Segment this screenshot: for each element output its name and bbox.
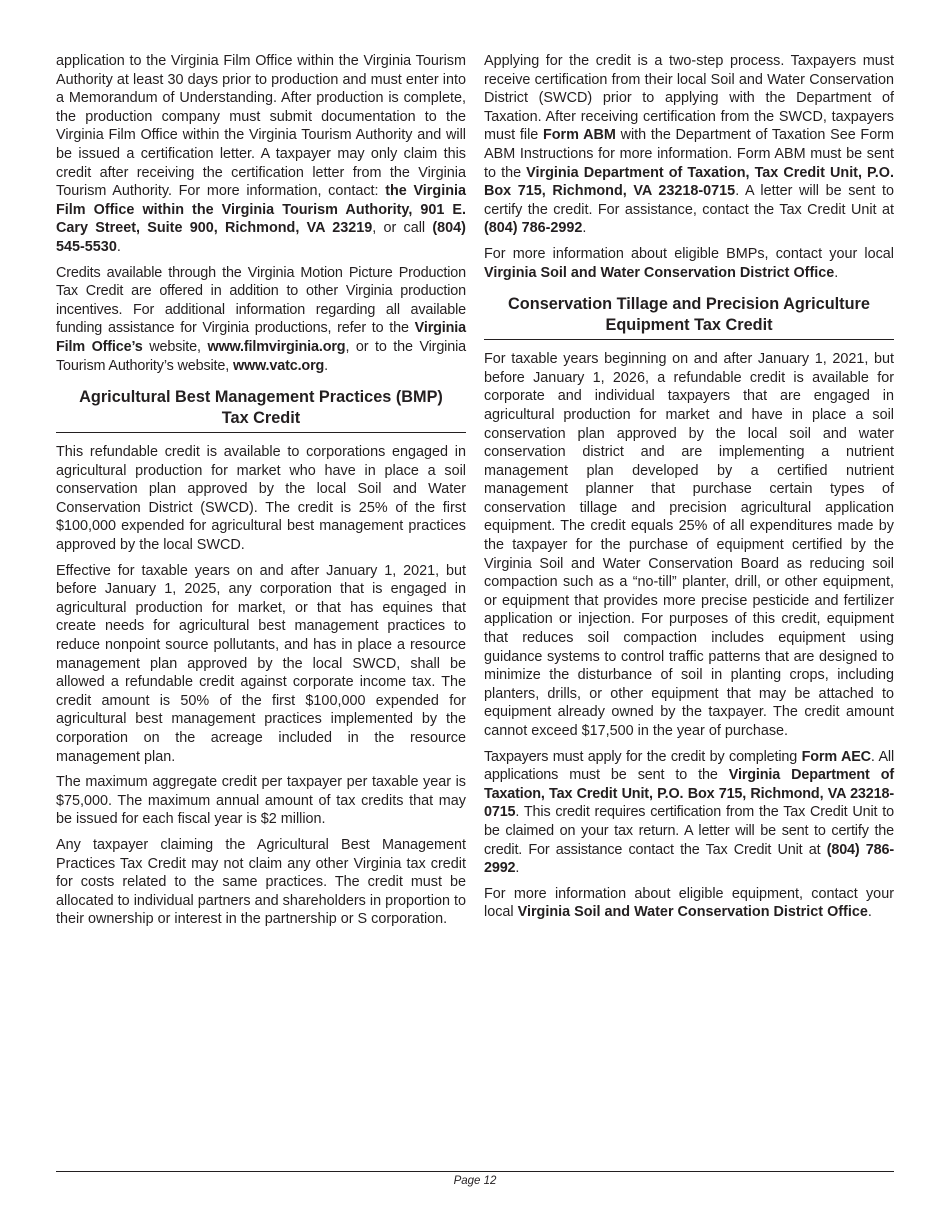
bold-text: Virginia Soil and Water Conservation District Office (517, 904, 868, 921)
text-run: application to the Virginia Film Office within the Virginia Tourism Authority at least 30 days prior to production and must enter into a Memorandum of Understanding. After production is complete, the production company must submit documentation to the Virginia Film Office within the Virginia Tourism Authority and will be issued a certification letter. A taxpayer may only claim this credit after receiving the certification letter from the Virginia Tourism Authority. For more information, contact: (56, 53, 466, 200)
bmp-maximum-paragraph: The maximum aggregate credit per taxpayer per taxable year is $75,000. The maximum annual amount of tax credits that may be issued for each fiscal year is $2 million. (56, 774, 466, 828)
left-column (56, 52, 466, 936)
bold-text: www.filmvirginia.org (207, 338, 346, 355)
text-run: For more information about eligible equipment, contact your local (484, 885, 894, 921)
text-run: . (515, 860, 520, 877)
bold-text: (804) 786-2992 (484, 841, 894, 877)
bold-text: www.vatc.org (232, 357, 325, 374)
bmp-allocation-paragraph: Any taxpayer claiming the Agricultural Best Management Practices Tax Credit may not claim any other Virginia tax credit for costs related to the same practices. The credit must be allocated to individual partners and shareholders in proportion to their ownership or interest in the partnership or S corporation. (56, 836, 466, 928)
film-incentives-paragraph (56, 264, 466, 376)
bold-text: Virginia Film Office’s (56, 320, 466, 355)
text-run: with the Department of Taxation See Form ABM Instructions for more information. Form ABM must be sent to the (484, 127, 894, 181)
bold-text: the Virginia Film Office within the Virginia Tourism Authority, 901 E. Cary Street, Suite 900, Richmond, VA 23219 (56, 183, 466, 237)
text-run: . (867, 904, 872, 921)
abm-application-paragraph (484, 52, 894, 238)
bmp-heading-line-1: Agricultural Best Management Practices (BMP) (79, 388, 443, 407)
text-run: , or call (372, 220, 433, 237)
bmp-contact-paragraph (484, 245, 894, 282)
footer-rule (56, 1171, 894, 1172)
text-run: , or to the Virginia Tourism Authority’s website, (56, 338, 466, 374)
text-run: . (324, 357, 329, 374)
aec-application-paragraph (484, 748, 894, 878)
film-office-paragraph (56, 52, 466, 257)
bold-text: (804) 786-2992 (484, 220, 583, 237)
bmp-intro-paragraph: This refundable credit is available to corporations engaged in agricultural production for market who have in place a soil conservation plan approved by the local Soil and Water Conservation District (SWCD). The credit is 25% of the first $100,000 expended for agricultural best management practices approved by the local SWCD. (56, 444, 466, 554)
bmp-section-heading (56, 387, 466, 433)
text-run: Credits available through the Virginia Motion Picture Production Tax Credit are offered in addition to other Virginia production incentives. For additional information regarding all available funding assistance for Virginia productions, refer to the (56, 264, 466, 337)
text-run: . (582, 220, 587, 237)
bold-text: Form AEC (801, 748, 871, 765)
text-run: . This credit requires certification from the Tax Credit Unit to be claimed on your tax return. A letter will be sent to certify the credit. For assistance contact the Tax Credit Unit at (484, 804, 894, 858)
ctpa-heading-line-2: Equipment Tax Credit (605, 316, 773, 335)
text-run: . (834, 264, 839, 281)
right-column (484, 52, 894, 929)
text-run: website, (142, 338, 208, 355)
ctpa-heading-line-1: Conservation Tillage and Precision Agriculture (508, 295, 870, 314)
ctpa-description-paragraph: For taxable years beginning on and after January 1, 2021, but before January 1, 2026, a refundable credit is available for corporate and individual taxpayers that are engaged in agricultural production for market and have in place a soil conservation plan approved by the local soil and water conservation district and are implementing a nutrient management plan developed by a certified nutrient management planner that purchase certain types of conservation tillage and precision agricultural application equipment. The credit equals 25% of all expenditures made by the taxpayer for the purchase of equipment certified by the Virginia Soil and Water Conservation Board as reducing soil compaction such as a “no-till” planter, drill, or other equipment, or equipment that provides more precise pesticide and fertilizer application or injection. For purposes of this credit, equipment that reduces soil compaction includes equipment using guidance systems to control traffic patterns that are designed to minimize the disturbance of soil in planting crops, including planters, drills, or other equipment that may be attached to equipment already owned by the taxpayer. The credit amount cannot exceed $17,500 in the year of purchase. (484, 351, 894, 739)
text-run: . All applications must be sent to the (484, 748, 894, 784)
bmp-heading-line-2: Tax Credit (221, 409, 301, 428)
text-run: . A letter will be sent to certify the credit. For assistance, contact the Tax Credit Unit at (484, 183, 895, 218)
bmp-effective-paragraph: Effective for taxable years on and after January 1, 2021, but before January 1, 2025, any corporation that is engaged in agricultural production for market, or that has equines that create needs for agricultural best management practices to reduce nonpoint source pollutants, and has in place a resource management plan approved by the local SWCD, shall be allowed a refundable credit against corporate income tax. The credit amount is 50% of the first $100,000 expended for agricultural best management practices implemented by the corporation on the acreage included in the resource management plan. (56, 562, 466, 765)
text-run: Taxpayers must apply for the credit by completing (484, 748, 802, 765)
text-run: Applying for the credit is a two-step process. Taxpayers must receive certification from their local Soil and Water Conservation District (SWCD) prior to applying with the Department of Taxation. After receiving certification from the SWCD, taxpayers must file (484, 53, 894, 144)
bold-text: Form ABM (542, 127, 616, 144)
bold-text: (804) 545-5530 (56, 220, 466, 255)
bold-text: Virginia Department of Taxation, Tax Credit Unit, P.O. Box 715, Richmond, VA 23218-0715 (484, 164, 894, 200)
text-run: . (116, 238, 121, 255)
bold-text: Virginia Soil and Water Conservation District Office (484, 264, 835, 281)
text-run: For more information about eligible BMPs, contact your local (484, 245, 894, 262)
page-number: Page 12 (453, 1175, 497, 1187)
bold-text: Virginia Department of Taxation, Tax Credit Unit, P.O. Box 715, Richmond, VA 23218-0715 (484, 767, 894, 821)
equipment-contact-paragraph (484, 885, 894, 922)
ctpa-section-heading (484, 294, 894, 340)
